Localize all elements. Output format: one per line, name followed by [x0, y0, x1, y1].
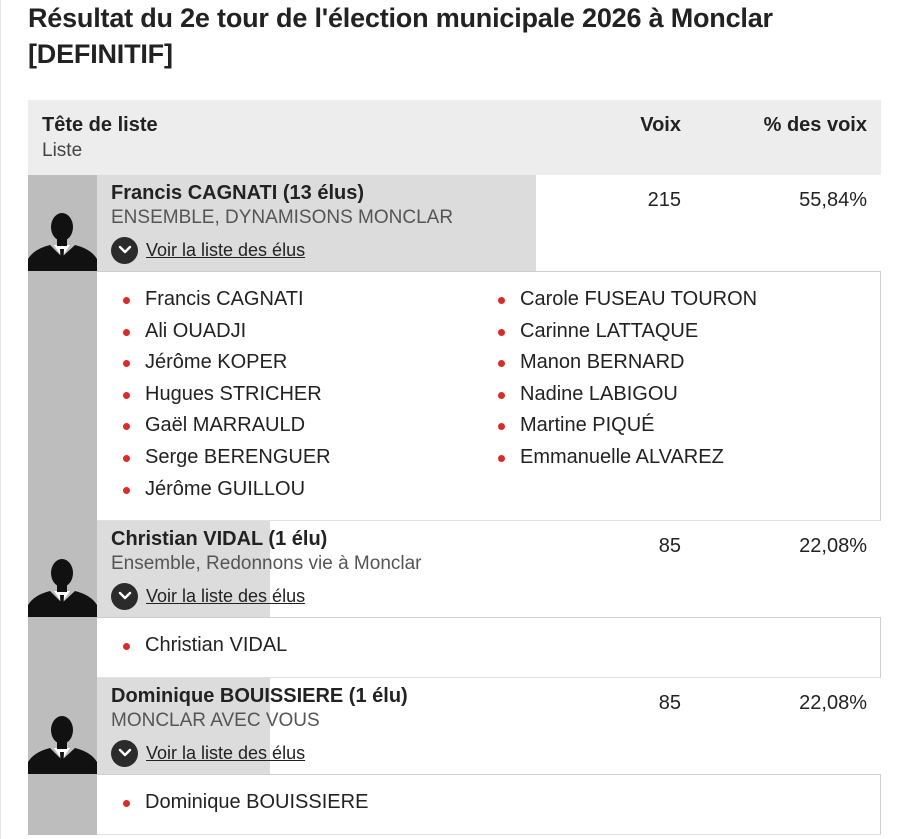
- elu-item: Dominique BOUISSIERE: [97, 787, 368, 819]
- toggle-elus-button[interactable]: [111, 739, 305, 767]
- candidate-name: Francis CAGNATI (13 élus): [111, 182, 365, 204]
- elu-item: Gaël MARRAULD: [97, 410, 331, 442]
- elu-item: Martine PIQUÉ: [472, 410, 757, 442]
- candidate-voix: 215: [647, 189, 681, 211]
- elus-column: [472, 284, 757, 474]
- person-silhouette-icon: [28, 201, 97, 271]
- candidate-avatar: [28, 175, 97, 271]
- header-voix: Voix: [640, 114, 681, 136]
- elu-item: Carinne LATTAQUE: [472, 316, 757, 348]
- elu-item: Ali OUADJI: [97, 316, 331, 348]
- results-table: [28, 100, 881, 835]
- candidate-avatar: [28, 678, 97, 774]
- elu-item: Manon BERNARD: [472, 347, 757, 379]
- elu-item: Christian VIDAL: [97, 630, 287, 662]
- candidate-row: [28, 521, 881, 617]
- elus-column: [97, 630, 287, 662]
- elu-item: Francis CAGNATI: [97, 284, 331, 316]
- candidate-list-name: ENSEMBLE, DYNAMISONS MONCLAR: [111, 207, 454, 228]
- header-liste: Liste: [42, 140, 83, 161]
- header-pct: % des voix: [763, 114, 867, 136]
- person-silhouette-icon: [28, 547, 97, 617]
- elu-item: Jérôme KOPER: [97, 347, 331, 379]
- candidate-name: Christian VIDAL (1 élu): [111, 528, 328, 550]
- elu-item: Jérôme GUILLOU: [97, 474, 331, 506]
- elu-item: Hugues STRICHER: [97, 379, 331, 411]
- elus-column: [97, 284, 331, 505]
- elus-column: [97, 787, 368, 819]
- toggle-elus-label: Voir la liste des élus: [146, 742, 306, 763]
- candidate-name: Dominique BOUISSIERE (1 élu): [111, 685, 408, 707]
- page-title: Résultat du 2e tour de l'élection municipale 2026 à Monclar [DEFINITIF]: [28, 3, 773, 69]
- page-border: [0, 0, 1, 839]
- elu-item: Nadine LABIGOU: [472, 379, 757, 411]
- candidate-list-name: MONCLAR AVEC VOUS: [111, 710, 320, 731]
- toggle-elus-button[interactable]: [111, 236, 305, 264]
- candidate-pct: 22,08%: [799, 692, 867, 714]
- chevron-down-icon: [111, 740, 138, 767]
- chevron-down-icon: [111, 237, 138, 264]
- elu-item: Carole FUSEAU TOURON: [472, 284, 757, 316]
- candidate-row: [28, 678, 881, 774]
- toggle-elus-label: Voir la liste des élus: [146, 239, 306, 260]
- candidate-avatar: [28, 521, 97, 617]
- table-header: [28, 100, 881, 175]
- candidate-voix: 85: [658, 535, 681, 557]
- toggle-elus-label: Voir la liste des élus: [146, 585, 306, 606]
- chevron-down-icon: [111, 583, 138, 610]
- candidate-voix: 85: [658, 692, 681, 714]
- elu-item: Serge BERENGUER: [97, 442, 331, 474]
- elus-list: [28, 271, 881, 521]
- candidate-row: [28, 175, 881, 271]
- toggle-elus-button[interactable]: [111, 582, 305, 610]
- person-silhouette-icon: [28, 704, 97, 774]
- candidate-pct: 22,08%: [799, 535, 867, 557]
- elus-list: [28, 774, 881, 835]
- candidate-pct: 55,84%: [799, 189, 867, 211]
- elu-item: Emmanuelle ALVAREZ: [472, 442, 757, 474]
- header-tete-de-liste: Tête de liste: [42, 114, 158, 136]
- candidate-list-name: Ensemble, Redonnons vie à Monclar: [111, 553, 422, 574]
- elus-list: [28, 617, 881, 678]
